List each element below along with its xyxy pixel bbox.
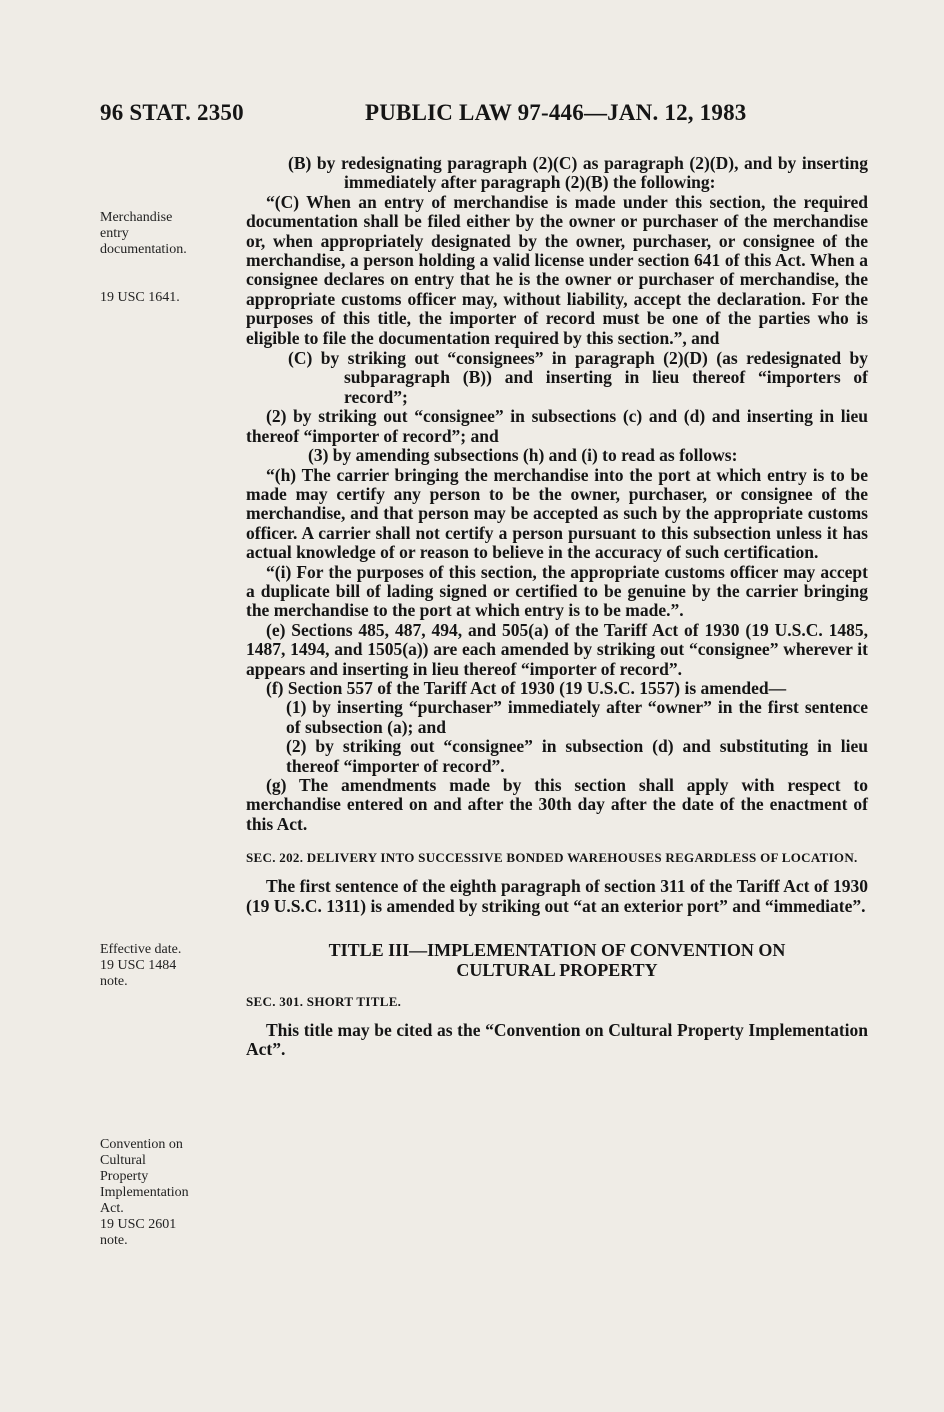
paragraph: The first sentence of the eighth paragraph of section 311 of the Tariff Act of 1930 (19 U.S.C. 1311) is amended by striking out “at an exterior port” and “immediate”. (246, 876, 868, 916)
paragraph: (3) by amending subsections (h) and (i) to read as follows: (308, 445, 738, 466)
margin-note-merchandise-entry: Merchandise entry documentation. (100, 210, 187, 257)
statute-page-number: 96 STAT. 2350 (100, 100, 244, 125)
paragraph: (1) by inserting “purchaser” immediately after “owner” in the first sentence of subsection (a); and (286, 697, 868, 737)
section-heading: SEC. 202. DELIVERY INTO SUCCESSIVE BONDED WAREHOUSES REGARDLESS OF LOCATION. (246, 850, 858, 866)
paragraph: (B) by redesignating paragraph (2)(C) as paragraph (2)(D), and by inserting immediately after paragraph (2)(B) the following: (288, 153, 868, 193)
paragraph: (C) by striking out “consignees” in paragraph (2)(D) (as redesignated by subparagraph (B)) and inserting in lieu thereof “importers of record”; (288, 348, 868, 407)
paragraph: (2) by striking out “consignee” in subsection (d) and substituting in lieu thereof “importer of record”. (286, 736, 868, 776)
paragraph: This title may be cited as the “Convention on Cultural Property Implementation Act”. (246, 1020, 868, 1060)
main-text (246, 154, 868, 1060)
paragraph: “(C) When an entry of merchandise is made under this section, the required documentation shall be filed either by the owner or purchaser of the merchandise or, when appropriately designated by the owner, purchaser, or consignee of the merchandise, a person holding a valid license under section 641 of this Act. When a consignee declares on entry that he is the owner or purchaser of merchandise, the appropriate customs officer may, without liability, accept the declaration. For the purposes of this title, the importer of record must be one of the parties who is eligible to file the documentation required by this section.”, and (246, 191, 868, 348)
title-heading: TITLE III—IMPLEMENTATION OF CONVENTION ON CULTURAL PROPERTY (328, 940, 786, 981)
paragraph: “(h) The carrier bringing the merchandise into the port at which entry is to be made may certify any person to be the owner, purchaser, or consignee of the merchandise, and that person may be accepted as such by the appropriate customs officer. A carrier shall not certify a person pursuant to this subsection unless it has actual knowledge of or reason to believe in the accuracy of such certification. (246, 464, 868, 563)
paragraph: (f) Section 557 of the Tariff Act of 1930 (19 U.S.C. 1557) is amended— (266, 677, 787, 698)
margin-note-usc-1641: 19 USC 1641. (100, 290, 180, 305)
paragraph: (g) The amendments made by this section shall apply with respect to merchandise entered on and after the 30th day after the date of the enactment of this Act. (246, 775, 868, 834)
paragraph: (e) Sections 485, 487, 494, and 505(a) of the Tariff Act of 1930 (19 U.S.C. 1485, 1487, 1494, and 1505(a)) are each amended by striking out “consignee” wherever it appears and inserting in lieu thereof “importer of record”. (246, 619, 868, 679)
paragraph: “(i) For the purposes of this section, the appropriate customs officer may accept a duplicate bill of lading signed or certified to be genuine by the carrier bringing the merchandise to the port at which entry is to be made.”. (246, 561, 868, 621)
paragraph: (2) by striking out “consignee” in subsections (c) and (d) and inserting in lieu thereof “importer of record”; and (246, 406, 868, 446)
margin-note-effective-date: Effective date. 19 USC 1484 note. (100, 942, 182, 989)
margin-note-convention: Convention on Cultural Property Implementation Act. 19 USC 2601 note. (100, 1137, 189, 1248)
page-header (100, 100, 880, 134)
public-law-citation: PUBLIC LAW 97-446—JAN. 12, 1983 (365, 100, 747, 125)
section-heading: SEC. 301. SHORT TITLE. (246, 994, 402, 1010)
